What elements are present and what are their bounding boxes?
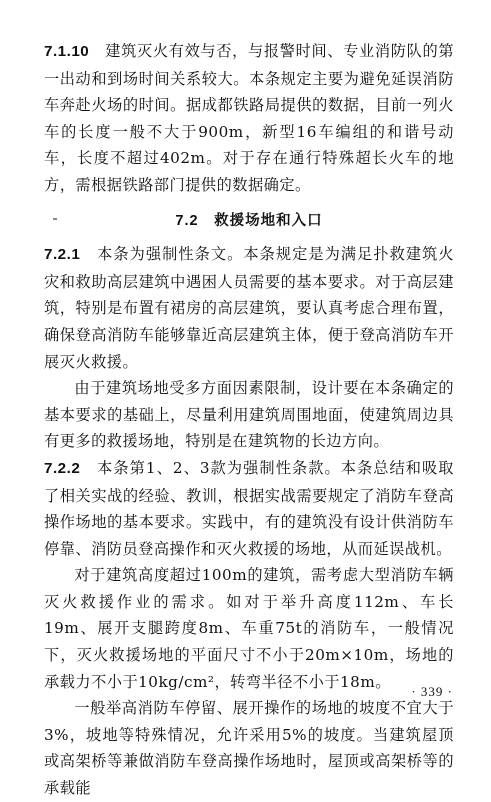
clause-text: 本条为强制性条文。本条规定是为满足扑救建筑火灾和救助高层建筑中遇困人员需要的基本要求。对于高层建筑，特别是布置有裙房的高层建筑，要认真考虑合理布置，确保登高消防车能够靠近高层建筑主体，便于登高消防车开展灭火救援。	[44, 245, 455, 371]
clause-7-2-2	[44, 455, 454, 562]
page-number: · 339 ·	[411, 684, 453, 699]
scan-speck	[53, 218, 57, 220]
clause-number: 7.2.1	[44, 246, 81, 264]
clause-7-1-10	[44, 38, 454, 199]
clause-text: 建筑灭火有效与否，与报警时间、专业消防队的第一出动和到场时间关系较大。本条规定主要为避免延误消防车奔赴火场的时间。据成都铁路局提供的数据，目前一列火车的长度一般不大于900m，新型16车编组的和谐号动车，长度不超过402m。对于存在通行特殊超长火车的地方，需根据铁路部门提供的数据确定。	[44, 42, 454, 194]
clause-number: 7.2.2	[44, 459, 81, 477]
paragraph: 一般举高消防车停留、展开操作的场地的坡度不宜大于3%，坡地等特殊情况，允许采用5%的坡度。当建筑屋顶或高架桥等兼做消防车登高操作场地时，屋顶或高架桥等的承载能	[44, 699, 454, 798]
paragraph: 由于建筑场地受多方面因素限制，设计要在本条确定的基本要求的基础上，尽量利用建筑周围地面，使建筑周边具有更多的救援场地，特别是在建筑物的长边方向。	[44, 379, 454, 451]
paragraph: 对于建筑高度超过100m的建筑，需考虑大型消防车辆灭火救援作业的需求。如对于举升高度112m、车长19m、展开支腿跨度8m、车重75t的消防车，一般情况下，灭火救援场地的平面尺寸不小于20m×10m，场地的承载力不小于10kg/cm²，转弯半径不小于18m。	[44, 566, 454, 691]
clause-text: 本条第1、2、3款为强制性条款。本条总结和吸取了相关实战的经验、教训，根据实战需要规定了消防车登高操作场地的基本要求。实践中，有的建筑没有设计供消防车停靠、消防员登高操作和灭火救援的场地，从而延误战机。	[44, 458, 454, 558]
clause-number: 7.1.10	[44, 43, 90, 60]
section-heading: 7.2 救援场地和入口	[175, 212, 323, 229]
clause-7-2-1	[44, 241, 454, 375]
body-text	[44, 38, 454, 802]
